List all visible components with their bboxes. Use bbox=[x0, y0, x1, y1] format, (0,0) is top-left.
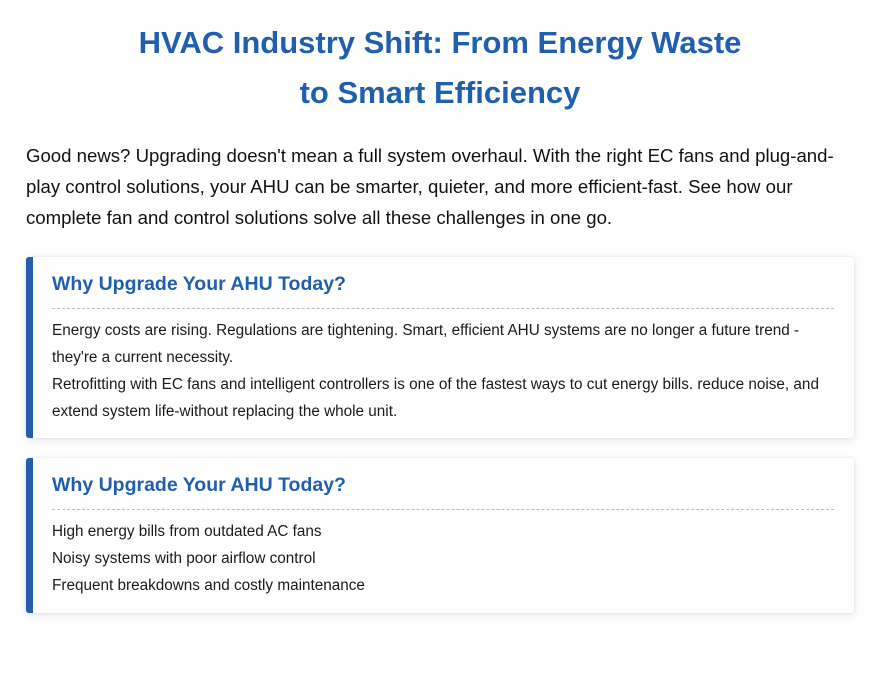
list-item: Noisy systems with poor airflow control bbox=[52, 550, 316, 567]
card-title: Why Upgrade Your AHU Today? bbox=[52, 273, 346, 295]
page-title bbox=[0, 18, 880, 118]
card-paragraph: Retrofitting with EC fans and intelligent controllers is one of the fastest ways to cut energy bills. reduce noise, and extend system life-without replacing the whole unit. bbox=[52, 376, 819, 420]
page-title-line-1: HVAC Industry Shift: From Energy Waste bbox=[138, 25, 742, 60]
upgrade-reasons-card bbox=[26, 257, 854, 438]
card-body bbox=[52, 317, 834, 425]
card-paragraph: Energy costs are rising. Regulations are tightening. Smart, efficient AHU systems are no longer a future trend - they're a current necessity. bbox=[52, 322, 800, 366]
page-title-line-2: to Smart Efficiency bbox=[299, 75, 581, 110]
card-title: Why Upgrade Your AHU Today? bbox=[52, 474, 346, 496]
challenges-list bbox=[52, 518, 834, 599]
card-divider bbox=[52, 308, 834, 309]
challenges-card bbox=[26, 458, 854, 613]
list-item: Frequent breakdowns and costly maintenance bbox=[52, 577, 365, 594]
card-divider bbox=[52, 509, 834, 510]
list-item: High energy bills from outdated AC fans bbox=[52, 523, 322, 540]
intro-paragraph: Good news? Upgrading doesn't mean a full system overhaul. With the right EC fans and plug-and-play control solutions, your AHU can be smarter, quieter, and more efficient-fast. See how our complete fan and control solutions solve all these challenges in one go. bbox=[26, 145, 834, 228]
